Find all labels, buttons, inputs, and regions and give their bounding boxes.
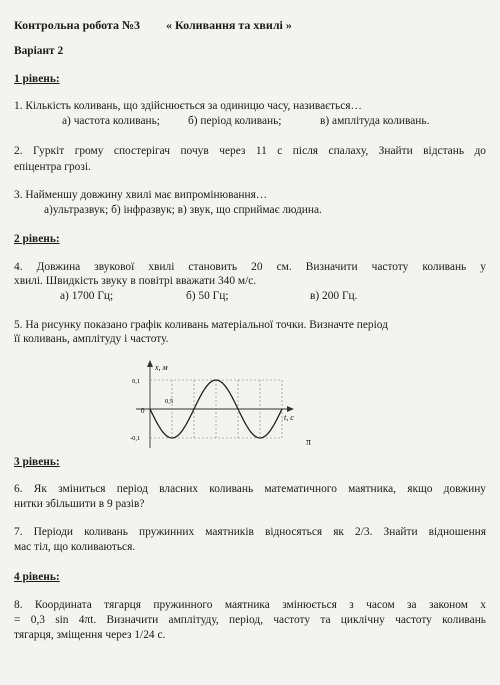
topic-title: « Коливання та хвилі »	[166, 18, 292, 32]
oscillation-graph	[130, 356, 310, 452]
q1-text: 1. Кількість коливань, що здійснюється за одиницю часу, називається…	[14, 100, 362, 112]
work-title: Контрольна робота №3	[14, 18, 141, 32]
q1-option-b: б) період коливань;	[188, 115, 282, 127]
q1-option-a: а) частота коливань;	[62, 115, 160, 127]
q8-line-1: 8. Координата тягарця пружинного маятника змінюється з часом за законом х	[14, 599, 486, 611]
y-axis-label: x, м	[155, 363, 168, 372]
q8-line-2: = 0,3 sin 4πt. Визначити амплітуду, період, частоту та циклічну частоту коливань	[14, 614, 486, 626]
x-axis-label: t, c	[284, 413, 294, 422]
q2-line-2: епіцентра грозі.	[14, 161, 91, 173]
q4-line-2: хвилі. Швидкість звуку в повітрі вважати 340 м/с.	[14, 275, 257, 287]
q4-option-a: а) 1700 Гц;	[60, 290, 114, 302]
x-axis-arrow	[287, 406, 294, 412]
q2-line-1: 2. Гуркіт грому спостерігач почув через 11 с після спалаху, Знайти відстань до	[14, 145, 486, 157]
x-tick-label: 0,5	[165, 398, 174, 405]
q3-text: 3. Найменшу довжину хвилі має випромінювання…	[14, 189, 268, 201]
q1-option-c: в) амплітуда коливань.	[320, 115, 430, 127]
q7-line-1: 7. Періоди коливань пружинних маятників відносяться як 2/3. Знайти відношення	[14, 526, 486, 538]
y-max-label: 0,1	[132, 378, 141, 385]
y-axis-arrow	[147, 360, 153, 367]
variant-label: Варіант 2	[14, 45, 64, 57]
q6-line-1: 6. Як зміниться період власних коливань математичного маятника, якщо довжину	[14, 483, 486, 495]
level-3-heading: 3 рівень:	[14, 456, 60, 468]
level-2-heading: 2 рівень:	[14, 233, 60, 245]
q4-option-b: б) 50 Гц;	[186, 290, 229, 302]
q8-line-3: тягарця, зміщення через 1/24 с.	[14, 629, 166, 641]
q3-options: а)ультразвук; б) інфразвук; в) звук, що сприймає людина.	[44, 204, 322, 216]
level-1-heading: 1 рівень:	[14, 73, 60, 85]
q6-line-2: нитки збільшити в 9 разів?	[14, 498, 145, 510]
level-4-heading: 4 рівень:	[14, 571, 60, 583]
q4-option-c: в) 200 Гц.	[310, 290, 358, 302]
origin-label: 0	[141, 407, 145, 415]
q7-line-2: мас тіл, що коливаються.	[14, 541, 136, 553]
pi-mark: π	[306, 437, 312, 448]
q4-line-1: 4. Довжина звукової хвилі становить 20 см. Визначити частоту коливань у	[14, 261, 486, 273]
y-min-label: -0,1	[130, 435, 141, 442]
q5-line-2: її коливань, амплітуду і частоту.	[14, 333, 169, 345]
q5-line-1: 5. На рисунку показано графік коливань матеріальної точки. Визначте період	[14, 319, 388, 331]
